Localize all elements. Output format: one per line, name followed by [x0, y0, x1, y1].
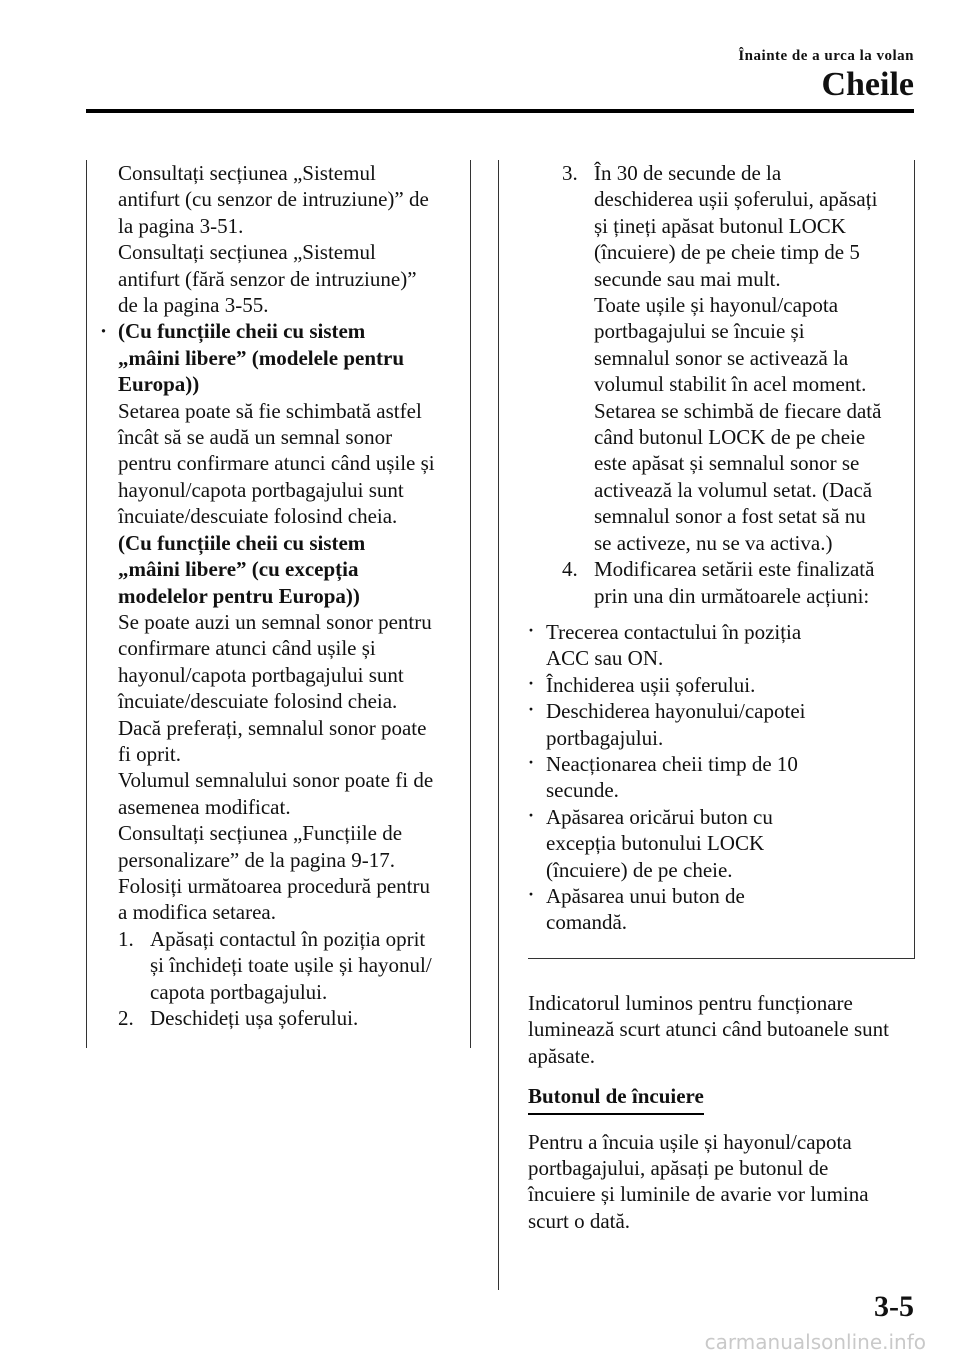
bullet-icon: ·	[528, 672, 535, 693]
page-title: Cheile	[821, 66, 914, 103]
right-boxed-column	[528, 160, 906, 936]
step-3: 3. În 30 de secunde de la deschiderea ușii șoferului, apăsați și țineți apăsat butonul LOCK (încuiere) de pe cheie timp de 5 secunde sau mai mult. Toate ușile și hayonul/capota portbagajului se încuie și semnalul sonor se activează la volumul stabilit în acel moment. Setarea se schimbă de fiecare dată când butonul LOCK de pe cheie este apăsat și semnalul sonor se activează la volumul setat. (Dacă semnalul sonor a fost setat să nu se activeze, nu se va activa.)	[562, 161, 882, 555]
step-2: 2. Deschideți ușa șoferului.	[118, 1006, 359, 1030]
list-item: · Trecerea contactului în poziția ACC sau ON.	[528, 619, 906, 672]
left-column	[100, 160, 468, 1031]
left-column-rule-right	[470, 160, 471, 1048]
paragraph-sistemul-cu-senzor: Consultați secțiunea „Sistemul antifurt (cu senzor de intruziune)” de la pagina 3-51.	[118, 161, 429, 238]
list-item: · Apăsarea unui buton de comandă.	[528, 883, 906, 936]
paragraph-setarea: Setarea poate să fie schimbată astfel încât să se audă un semnal sonor pentru confirmare atunci când ușile și hayonul/capota portbagajului sunt încuiate/descuiate folosind cheia.	[118, 398, 435, 529]
heading-non-europa: (Cu funcțiile cheii cu sistem „mâini libere” (cu excepția modelelor pentru Europa))	[118, 530, 366, 608]
bullet-icon: ·	[528, 619, 535, 640]
bullet-icon: ·	[528, 699, 535, 720]
left-column-rule-left	[86, 160, 87, 1048]
header-rule	[86, 109, 914, 113]
page-number: 3-5	[874, 1290, 914, 1323]
step-1: 1. Apăsați contactul în poziția oprit și închideți toate ușile și hayonul/ capota portbagajului.	[118, 926, 432, 1004]
list-item: · Închiderea ușii șoferului.	[528, 672, 906, 698]
right-box-rule-bottom	[528, 958, 915, 959]
step-4: 4. Modificarea setării este finalizată prin una din următoarele acțiuni:	[562, 557, 875, 608]
bullet-icon: ·	[528, 751, 535, 772]
paragraph-incuiere: Pentru a încuia ușile și hayonul/capota portbagajului, apăsați pe butonul de încuiere și luminile de avarie vor lumina scurt o dată.	[528, 1129, 869, 1233]
list-item: · Neacționarea cheii timp de 10 secunde.	[528, 751, 906, 804]
bullet-icon: ·	[100, 319, 108, 344]
section-heading-butonul-de-incuiere: Butonul de încuiere	[528, 1083, 704, 1114]
page-divider	[498, 160, 499, 1290]
list-item: · Apăsarea oricărui buton cu excepția butonului LOCK (încuiere) de pe cheie.	[528, 804, 906, 883]
right-box-rule-right	[914, 160, 915, 958]
list-item: · Deschiderea hayonului/capotei portbagajului.	[528, 698, 906, 751]
header-subtitle: Înainte de a urca la volan	[738, 48, 914, 64]
bullet-icon: ·	[528, 883, 535, 904]
bullet-icon: ·	[528, 804, 535, 825]
right-column	[528, 990, 918, 1234]
paragraph-sistemul-fara-senzor: Consultați secțiunea „Sistemul antifurt (fără senzor de intruziune)” de la pagina 3-55.	[118, 240, 417, 318]
watermark: carmanualsonline.info	[704, 1330, 926, 1354]
heading-europa: · (Cu funcțiile cheii cu sistem „mâini libere” (modelele pentru Europa))	[100, 319, 404, 397]
paragraph-semnal-sonor: Se poate auzi un semnal sonor pentru confirmare atunci când ușile și hayonul/capota portbagajului sunt încuiate/descuiate folosind cheia. Dacă preferați, semnalul sonor poate fi oprit. Volumul semnalului sonor poate fi de asemenea modificat. Consultați secțiunea „Funcțiile de personalizare” de la pagina 9-17. Folosiți următoarea procedură pentru a modifica setarea.	[118, 609, 434, 925]
paragraph-indicator: Indicatorul luminos pentru funcționare luminează scurt atunci când butoanele sunt apăsate.	[528, 991, 889, 1068]
